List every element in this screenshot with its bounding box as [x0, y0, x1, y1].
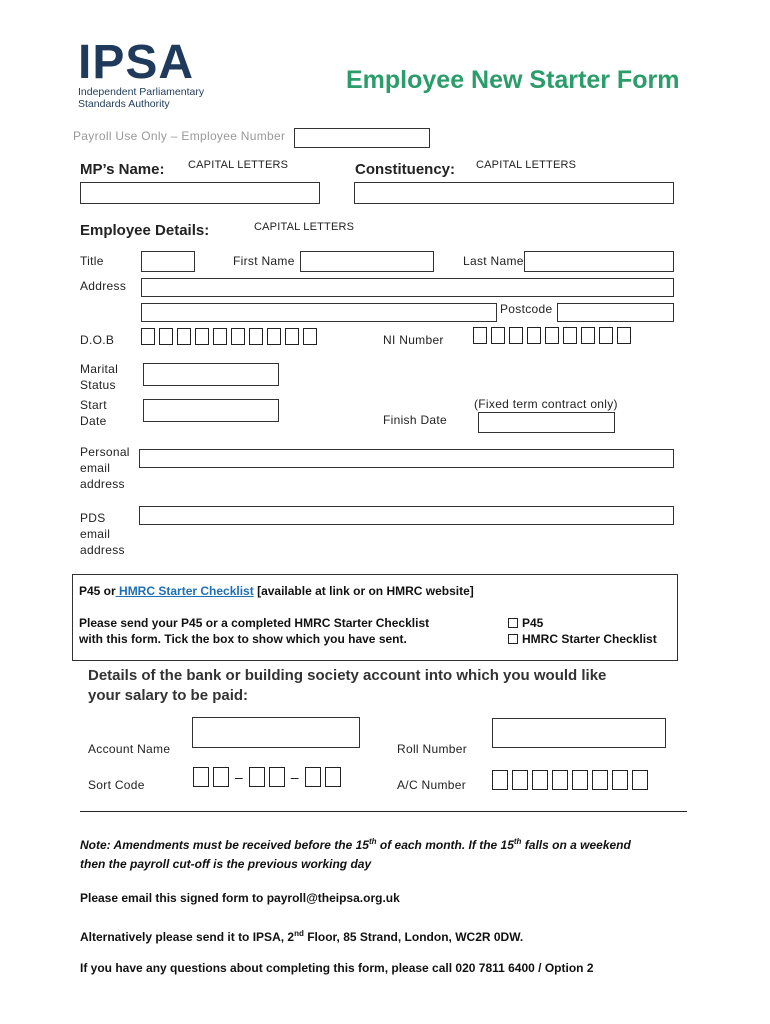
- postal-instruction: [80, 926, 523, 945]
- ni-cell[interactable]: [473, 327, 487, 344]
- sort-code-label: Sort Code: [88, 778, 145, 792]
- dob-cell[interactable]: [141, 328, 155, 345]
- ac-number-cells: [492, 770, 648, 790]
- checklist-checkbox[interactable]: [508, 634, 518, 644]
- p45-option-label: P45: [522, 616, 544, 630]
- constituency-label: Constituency:: [355, 161, 456, 178]
- mp-name-input[interactable]: [80, 182, 320, 204]
- logo-line-1: Independent Parliamentary: [78, 86, 205, 98]
- last-name-input[interactable]: [524, 251, 674, 272]
- start-date-input[interactable]: [143, 399, 279, 422]
- bank-heading-line: Details of the bank or building society account into which you would like: [88, 667, 607, 684]
- ac-number-cell[interactable]: [492, 770, 508, 790]
- employee-number-input[interactable]: [294, 128, 430, 148]
- postal-text: Alternatively please send it to IPSA, 2: [80, 930, 295, 944]
- dob-cell[interactable]: [159, 328, 173, 345]
- sort-code-dash: –: [290, 769, 299, 785]
- sort-code-cells: [193, 767, 341, 787]
- ni-cell[interactable]: [509, 327, 523, 344]
- p45-suffix: [available at link or on HMRC website]: [253, 584, 474, 598]
- page-title: Employee New Starter Form: [346, 66, 680, 94]
- postal-sup: nd: [294, 929, 304, 938]
- account-name-label: Account Name: [88, 742, 171, 756]
- marital-status-input[interactable]: [143, 363, 279, 386]
- p45-prefix: P45 or: [79, 584, 116, 598]
- ni-cell[interactable]: [617, 327, 631, 344]
- fixed-term-note: (Fixed term contract only): [474, 397, 618, 411]
- logo-wordmark: IPSA: [78, 36, 195, 89]
- dob-cell[interactable]: [213, 328, 227, 345]
- ac-number-cell[interactable]: [572, 770, 588, 790]
- marital-label-line: Status: [80, 378, 116, 392]
- dob-cell[interactable]: [231, 328, 245, 345]
- employee-details-hint: CAPITAL LETTERS: [254, 221, 355, 233]
- ac-number-cell[interactable]: [612, 770, 628, 790]
- ni-cell[interactable]: [581, 327, 595, 344]
- roll-number-input[interactable]: [492, 718, 666, 748]
- logo-line-2: Standards Authority: [78, 98, 170, 110]
- marital-label-line: Marital: [80, 362, 119, 376]
- pds-email-label-line: email: [80, 527, 111, 541]
- dob-cell[interactable]: [267, 328, 281, 345]
- dob-cell[interactable]: [249, 328, 263, 345]
- postal-text: Floor, 85 Strand, London, WC2R 0DW.: [303, 930, 524, 944]
- postcode-label: Postcode: [500, 302, 553, 316]
- sort-code-cell[interactable]: [305, 767, 321, 787]
- dob-cell[interactable]: [303, 328, 317, 345]
- account-name-input[interactable]: [192, 717, 360, 748]
- personal-email-label: [80, 444, 130, 492]
- dob-cell[interactable]: [177, 328, 191, 345]
- note-text: Note: Amendments must be received before the 15: [80, 838, 369, 852]
- checklist-option[interactable]: [508, 631, 657, 647]
- ni-cell[interactable]: [599, 327, 613, 344]
- p45-instruction-line: with this form. Tick the box to show which you have sent.: [79, 632, 407, 646]
- pds-email-label-line: PDS: [80, 511, 106, 525]
- pds-email-label: [80, 510, 125, 558]
- amendment-note: [80, 832, 700, 874]
- ac-number-cell[interactable]: [632, 770, 648, 790]
- ni-cell[interactable]: [545, 327, 559, 344]
- title-input[interactable]: [141, 251, 195, 272]
- finish-date-input[interactable]: [478, 412, 615, 433]
- personal-email-label-line: Personal: [80, 445, 130, 459]
- note-text: of each month. If the 15: [376, 838, 514, 852]
- amendment-note-line-1: [80, 832, 700, 855]
- dob-cell[interactable]: [285, 328, 299, 345]
- sort-code-dash: –: [235, 769, 243, 785]
- ac-number-cell[interactable]: [532, 770, 548, 790]
- address-label: Address: [80, 279, 127, 293]
- ni-cell[interactable]: [527, 327, 541, 344]
- pds-email-label-line: address: [80, 543, 125, 557]
- roll-number-label: Roll Number: [397, 742, 467, 756]
- postcode-input[interactable]: [557, 303, 674, 322]
- personal-email-label-line: email: [80, 461, 111, 475]
- p45-option[interactable]: [508, 615, 543, 631]
- p45-checkbox[interactable]: [508, 618, 518, 628]
- personal-email-input[interactable]: [139, 449, 674, 468]
- first-name-input[interactable]: [300, 251, 434, 272]
- bank-heading-line: your salary to be paid:: [88, 687, 249, 704]
- payroll-label: Payroll Use Only – Employee Number: [73, 129, 286, 143]
- p45-heading: [79, 583, 474, 599]
- last-name-label: Last Name: [463, 254, 524, 268]
- sort-code-cell[interactable]: [269, 767, 285, 787]
- address-line-1-input[interactable]: [141, 278, 674, 297]
- employee-details-heading: Employee Details:: [80, 222, 210, 239]
- sort-code-cell[interactable]: [193, 767, 209, 787]
- start-date-label: [80, 397, 107, 429]
- questions-instruction: If you have any questions about completing this form, please call 020 7811 6400 / Option 2: [80, 961, 594, 975]
- ac-number-cell[interactable]: [552, 770, 568, 790]
- bank-heading: [88, 666, 606, 706]
- dob-label: D.O.B: [80, 333, 115, 347]
- amendment-note-line-2: then the payroll cut-off is the previous working day: [80, 857, 372, 871]
- ni-cell[interactable]: [563, 327, 577, 344]
- note-text: falls on a weekend: [521, 838, 631, 852]
- start-label-line: Start: [80, 398, 107, 412]
- p45-instruction-line: Please send your P45 or a completed HMRC Starter Checklist: [79, 616, 430, 630]
- finish-date-label: Finish Date: [383, 413, 447, 427]
- first-name-label: First Name: [233, 254, 295, 268]
- note-sup: th: [513, 837, 522, 846]
- note-sup: th: [368, 837, 377, 846]
- sort-code-cell[interactable]: [325, 767, 341, 787]
- checklist-option-label: HMRC Starter Checklist: [522, 632, 657, 646]
- personal-email-label-line: address: [80, 477, 125, 491]
- sort-code-cell[interactable]: [249, 767, 265, 787]
- ipsa-logo: [78, 36, 205, 110]
- dob-cells: [141, 328, 317, 345]
- section-divider: [80, 811, 687, 812]
- ni-number-cells: [473, 327, 631, 344]
- ni-number-label: NI Number: [383, 333, 444, 347]
- ac-number-cell[interactable]: [592, 770, 608, 790]
- ac-number-label: A/C Number: [397, 778, 467, 792]
- ni-cell[interactable]: [491, 327, 505, 344]
- pds-email-input[interactable]: [139, 506, 674, 525]
- email-instruction: Please email this signed form to payroll@theipsa.org.uk: [80, 891, 400, 905]
- mp-name-label: MP’s Name:: [80, 161, 165, 178]
- sort-code-cell[interactable]: [213, 767, 229, 787]
- start-label-line: Date: [80, 414, 107, 428]
- constituency-input[interactable]: [354, 182, 674, 204]
- marital-status-label: [80, 361, 118, 393]
- ac-number-cell[interactable]: [512, 770, 528, 790]
- title-label: Title: [80, 254, 104, 268]
- dob-cell[interactable]: [195, 328, 209, 345]
- p45-instructions: [79, 615, 429, 647]
- address-line-2-input[interactable]: [141, 303, 497, 322]
- hmrc-checklist-link[interactable]: HMRC Starter Checklist: [115, 584, 254, 598]
- constituency-hint: CAPITAL LETTERS: [476, 159, 577, 171]
- mp-name-hint: CAPITAL LETTERS: [188, 159, 289, 171]
